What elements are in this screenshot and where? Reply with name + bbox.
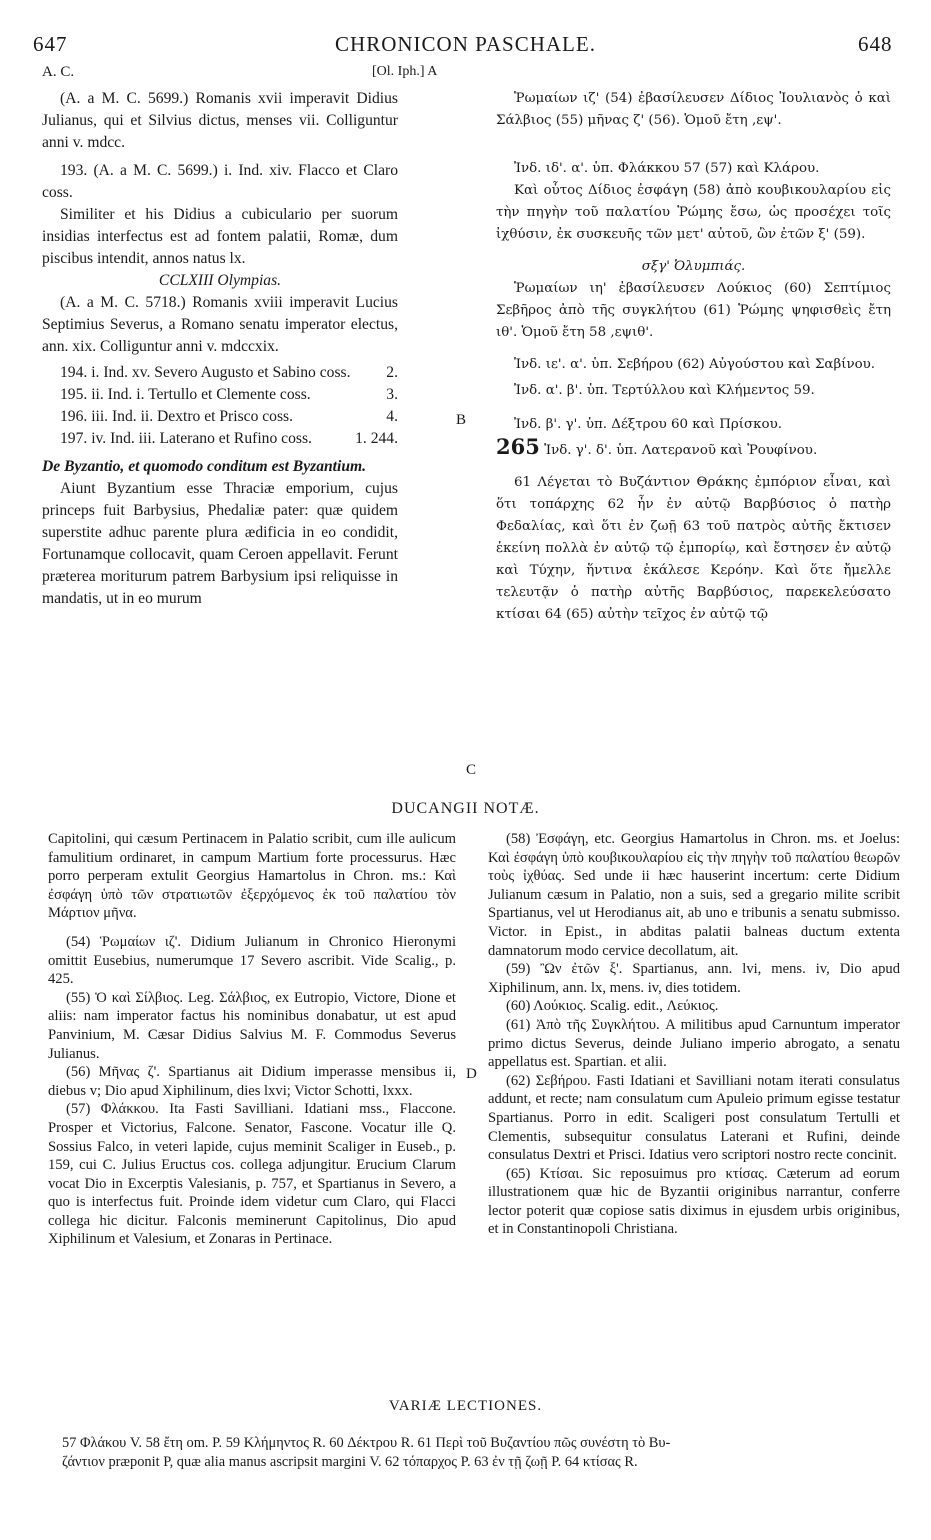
olympiad-heading: CCLXIII Olympias. [158, 272, 282, 289]
consuls-line [42, 406, 398, 428]
variant-line: 57 Φλάκου V. 58 ἔτη om. P. 59 Κλήμηντος R. 60 Δέκτρου R. 61 Περὶ τοῦ Βυζαντίου πῶς συνέστη τὸ Βυ- [62, 1435, 671, 1451]
latin-paragraph: (A. a M. C. 5718.) Romanis xviii imperavit Lucius Septimius Severus, a Romano senatu imperator electus, ann. xix. Colliguntur anni v. mdccxix. [42, 294, 398, 355]
greek-text: Ῥωμαίων ιη' ἐβασίλευσεν Λούκιος (60) Σεπτίμιος Σεβῆρος ἀπὸ τῆς συγκλήτου (61) Ῥώμης ψηφισθεὶς ἔτη ιθ'. [496, 281, 891, 340]
margin-letter: C [466, 762, 477, 778]
era-label: A. C. [42, 64, 75, 80]
greek-olympiad-heading: σξγ' Ὀλυμπιάς. [641, 259, 746, 274]
greek-consuls-line: Ἰνδ. β'. γ'. ὑπ. Δέξτρου 60 καὶ Πρίσκου. [514, 417, 782, 432]
variae-lectiones [62, 1434, 902, 1472]
running-title: CHRONICON PASCHALE. [335, 32, 596, 56]
notes-title: DUCANGII NOTÆ. [391, 800, 540, 817]
greek-sum: Ὁμοῦ ἔτη 58 ,εψιθ'. [521, 325, 654, 340]
note: (56) Μῆνας ζ'. Spartianus ait Didium imperasse mensibus ii, diebus v; Dio apud Xiphilinum, dies lxvi; Victor Schotti, lxxx. [48, 1064, 456, 1099]
greek-consuls-line: Ἰνδ. ιε'. α'. ὑπ. Σεβήρου (62) Αὐγούστου καὶ Σαβίνου. [514, 357, 876, 372]
section-heading: De Byzantio, et quomodo conditum est Byzantium. [42, 458, 367, 475]
note: (57) Φλάκκου. Ita Fasti Savilliani. Idatiani mss., Flaccone. Prosper et Victorius, Falcone. Senator, Fascone. Vocatur ille Q. Sossius Falco, in veteri lapide, cujus meminit Scaliger in Euseb., p. 159, cui C. Julius Eructus cos. collega adjungitur. Erucium Clarum vocat Dio in Excerptis Valesianis, p. 757, et Spartianus in Severo, a quo is interfectus fuit. Proinde idem videtur cum Claro, qui Flacci collega hic dicitur. Falconis meminerunt Capitolinus, Dio apud Xiphilinum et Valesium, et Zonaras in Pertinace. [48, 1101, 456, 1248]
margin-letter: D [466, 1066, 477, 1082]
variant-line: ζάντιον præponit P, quæ alia manus ascripsit margini V. 62 τόπαρχος P. 63 ἐν τῇ ζωῇ P. 64 κτίσας R. [62, 1454, 638, 1470]
column-number: 265 [496, 434, 540, 459]
consuls-line [42, 428, 398, 450]
latin-paragraph: 193. (A. a M. C. 5699.) i. Ind. xiv. Flacco et Claro coss. [42, 162, 398, 201]
note: (60) Λούκιος. Scalig. edit., Λεύκιος. [506, 998, 719, 1015]
year-number: 3. [386, 386, 398, 403]
note: (65) Κτίσαι. Sic reposuimus pro κτίσας. Cæterum ad eorum illustrationem quæ hic de Byzantii originibus narrantur, conferre lector poterit quæ copiose satis diximus in ejusdem urbis originibus, et in Constantinopoli Christiana. [488, 1165, 900, 1238]
consuls-text: 195. ii. Ind. i. Tertullo et Clemente coss. [60, 386, 311, 403]
note: (58) Ἐσφάγη, etc. Georgius Hamartolus in Chron. ms. et Joelus: Καὶ ἐσφάγη ὑπὸ κουβικουλαρίου εἰς τὴν πηγὴν τοῦ παλατίου θεωρῶν τοὺς ἰχθύας. Sed unde ii hæc hauserint incertum: certe Didium Julianum cæsum in Palatio, non a suis, sed a gregario milite scribit Spartianus, vel ut Herodianus ait, ab uno e tribunis a senatu submisso. Victor. in Epist., in abditas palatii balneas ductum extenta damnatorum modo cervice decollatum, ait. [488, 831, 900, 959]
latin-paragraph: Similiter et his Didius a cubiculario per suorum insidias interfectus est ad fontem palatii, Romæ, dum piscibus intendit, annos natus lx. [42, 206, 398, 267]
greek-paragraph: Ἰνδ. ιδ'. α'. ὑπ. Φλάκκου 57 (57) καὶ Κλάρου. [514, 161, 820, 176]
consuls-line [42, 362, 398, 384]
consuls-text: 194. i. Ind. xv. Severo Augusto et Sabino coss. [60, 364, 351, 381]
greek-text: Ῥωμαίων ιζ' (54) ἐβασίλευσεν Δίδιος Ἰουλιανὸς ὁ καὶ Σάλβιος (55) μῆνας ζ' (56). [496, 91, 891, 128]
note: Capitolini, qui cæsum Pertinacem in Palatio scribit, cum ille aulicum famulitium ordinaret, in campum Martium forte processurus. Hæc porro perperam extulit Georgius Hamartolus in Chron. ms.: Καὶ ἐσφάγη ὑπὸ τῶν στρατιωτῶν ἐξερχόμενος ἐκ τοῦ παλατίου τὸν Μάρτιον μῆνα. [48, 831, 456, 922]
page-number-left: 647 [33, 32, 68, 56]
notes-left-column [48, 830, 456, 1249]
greek-column [496, 88, 891, 626]
note: (55) Ὁ καὶ Σίλβιος. Leg. Σάλβιος, ex Eutropio, Victore, Dione et aliis: nam imperator factus his nominibus donabatur, ut est apud Panvinium, M. Cæsar Didius Salvius M. F. Commodus Severus Julianus. [48, 989, 456, 1062]
olympiad-label: [Ol. Iph.] A [372, 64, 438, 79]
note: (54) Ῥωμαίων ιζ'. Didium Julianum in Chronico Hieronymi omittit Eusebius, numerumque 17 Severo ascribit. Vide Scalig., p. 425. [48, 933, 456, 988]
consuls-text: 196. iii. Ind. ii. Dextro et Prisco coss. [60, 408, 294, 425]
year-number: 1. 244. [355, 430, 398, 447]
note: (59) Ὢν ἐτῶν ξ'. Spartianus, ann. lvi, mens. iv, Dio apud Xiphilinum, ann. lx, mens. iv, dies totidem. [488, 961, 900, 996]
notes-right-column [488, 830, 900, 1239]
greek-consuls-line [496, 436, 891, 462]
greek-consuls-line: Ἰνδ. α'. β'. ὑπ. Τερτύλλου καὶ Κλήμεντος 59. [514, 383, 815, 398]
greek-paragraph [496, 88, 891, 132]
margin-letter: B [456, 412, 467, 428]
greek-sum: Ὁμοῦ ἔτη ,εψ'. [684, 113, 782, 128]
note: (62) Σεβήρου. Fasti Idatiani et Savilliani notam iterati consulatus addunt, et recte; nam consulatum cum Apuleio primum egisse testatur Spartianus. Porro in edit. Scaligeri post consulatum Tertulli et Clementis, subsequitur consulatus Laterani et Rufini, deinde consulatus Dextri et Prisci. Idatius vero scriptori nostro recte concinit. [488, 1072, 900, 1164]
greek-paragraph [496, 278, 891, 344]
variae-title: VARIÆ LECTIONES. [388, 1398, 543, 1414]
consuls-line [42, 384, 398, 406]
note: (61) Ἀπὸ τῆς Συγκλήτου. A militibus apud Carnuntum imperator primo dictus Severus, deinde Juliano imperio abrogato, a senatu appellatus est. Spartian. et alii. [488, 1016, 900, 1071]
page-number-right: 648 [858, 32, 893, 56]
year-number: 2. [386, 364, 398, 381]
latin-paragraph: Aiunt Byzantium esse Thraciæ emporium, cujus princeps fuit Barbysius, Phedaliæ pater: quæ quidem superstite adhuc parente plura ædificia in eo condidit, Fortunamque collocavit, quam Ceroen appellavit. Ferunt præterea moriturum patrem Barbysium ipsi reliquisse in mandatis, ut in eo murum [42, 480, 398, 607]
greek-paragraph: Καὶ οὗτος Δίδιος ἐσφάγη (58) ἀπὸ κουβικουλαρίου εἰς τὴν πηγὴν τοῦ παλατίου Ῥώμης ἔσω, ὡς προσέχει τοῖς ἰχθύσιν, ἐκ συσκευῆς τῶν μετ' αὐτοῦ, ὢν ἐτῶν ξ' (59). [496, 183, 891, 242]
latin-paragraph: (A. a M. C. 5699.) Romanis xvii imperavit Didius Julianus, qui et Silvius dictus, menses vii. Colliguntur anni v. mdcc. [42, 90, 398, 151]
greek-text: Ἰνδ. γ'. δ'. ὑπ. Λατερανοῦ καὶ Ῥουφίνου. [544, 443, 818, 458]
latin-column [42, 88, 398, 610]
year-number: 4. [386, 408, 398, 425]
greek-paragraph: 61 Λέγεται τὸ Βυζάντιον Θράκης ἐμπόριον εἶναι, καὶ ὅτι τοπάρχης 62 ἦν ἐν αὐτῷ Βαρβύσιος ὁ πατὴρ Φεδαλίας, καὶ ὅτι ἐν ζωῇ 63 τοῦ πατρὸς αὐτῆς ἔκτισεν ἐκείνη πολλὰ ἐν αὐτῷ τῷ ἐμπορίῳ, καὶ ἔστησεν ἐν αὐτῷ καὶ Τύχην, ἥντινα ἐκάλεσε Κερόην. Καὶ ὅτε ἤμελλε τελευτᾷν ὁ πατὴρ αὐτῆς Βαρβύσιος, παρεκελεύσατο κτίσαι 64 (65) αὐτὴν τεῖχος ἐν αὐτῷ τῷ [496, 475, 891, 622]
consuls-text: 197. iv. Ind. iii. Laterano et Rufino coss. [60, 430, 312, 447]
